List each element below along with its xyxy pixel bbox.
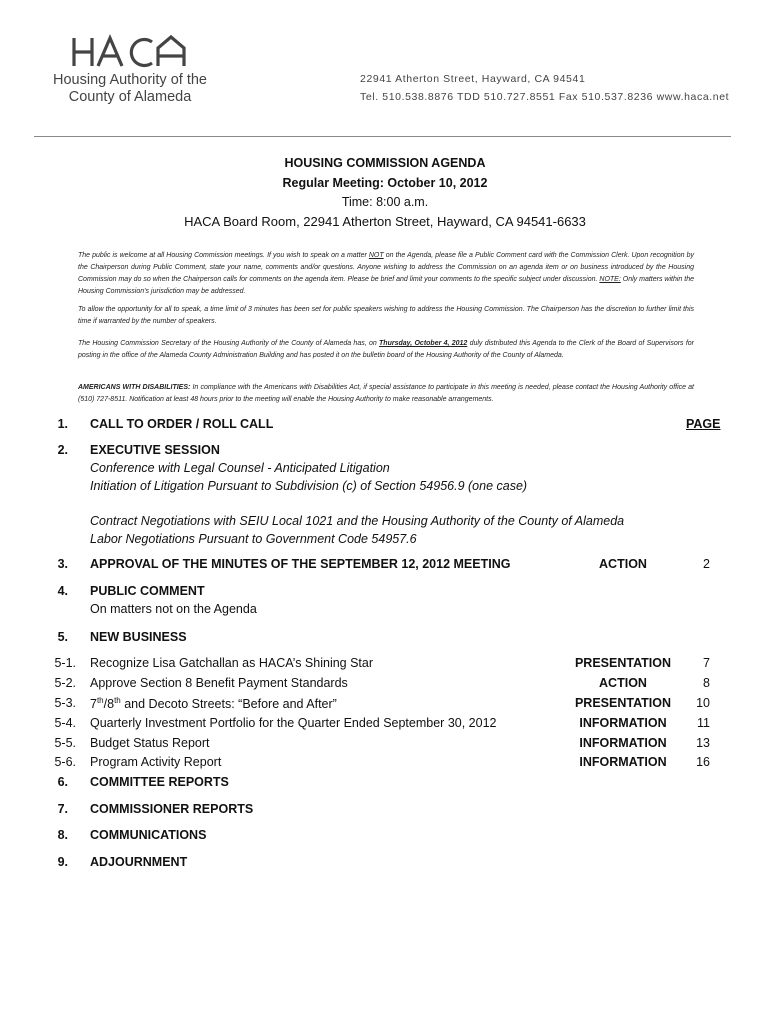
header-divider [34, 136, 731, 137]
item-page-number: 2 [703, 557, 710, 571]
item-action-type: INFORMATION [579, 716, 667, 730]
ada-label: AMERICANS WITH DISABILITIES: [78, 384, 191, 391]
org-contact: Tel. 510.538.8876 TDD 510.727.8551 Fax 510.537.8236 www.haca.net [360, 91, 730, 103]
item-call-to-order: CALL TO ORDER / ROLL CALL [90, 417, 274, 431]
item-number: 5-2. [54, 676, 76, 690]
item-page-number: 7 [703, 656, 710, 670]
notice-text: Only matters within the Housing Commission's jurisdiction may be addressed. [78, 276, 694, 295]
item-communications: COMMUNICATIONS [90, 828, 207, 842]
item-approval-minutes: APPROVAL OF THE MINUTES OF THE SEPTEMBER 12, 2012 MEETING [90, 557, 511, 571]
executive-session-sub: Contract Negotiations with SEIU Local 1021 and the Housing Authority of the County of Alameda [90, 514, 625, 528]
item-number: 6. [57, 775, 68, 789]
ada-paragraph [78, 382, 694, 406]
agenda-title: HOUSING COMMISSION AGENDA [284, 156, 486, 170]
item-decoto-streets [90, 696, 337, 711]
item-number: 5-6. [54, 755, 76, 769]
org-name-line2: County of Alameda [68, 89, 192, 105]
item-page-number: 10 [696, 696, 710, 710]
item-number: 5-4. [54, 716, 76, 730]
item-action-type: PRESENTATION [574, 696, 672, 710]
item-number: 5-1. [54, 656, 76, 670]
item-action-type: INFORMATION [579, 755, 667, 769]
executive-session-sub: Labor Negotiations Pursuant to Government Code 54957.6 [90, 532, 417, 546]
ordinal-suffix: th [96, 696, 104, 705]
item-text-part: and Decoto Streets: “Before and After” [120, 697, 337, 712]
notice-text: duly distributed this Agenda to the Clerk of the Board of Supervisors for posting in the office of the Alameda County Administration Building and has posted it on the bulletin board of the Housing Authority of the County of Alameda. [78, 340, 694, 359]
notice-text: The Housing Commission Secretary of the Housing Authority of the County of Alameda has, on [78, 340, 380, 347]
org-name-line1: Housing Authority of the [53, 72, 207, 88]
item-page-number: 11 [697, 716, 710, 730]
posting-date: Thursday, October 4, 2012 [379, 340, 468, 347]
item-action-type: ACTION [599, 557, 647, 571]
item-budget-status: Budget Status Report [90, 736, 210, 750]
notice-text: on the Agenda, please file a Public Comment card with the Commission Clerk. Upon recognition by the Chairperson during Public Comment, state your name, comments and/or questions. Anyone wishing to address the Commission on an agenda item or on business introduced by the Housing Commission may do so when the Chairperson calls for comments on the agenda item. Please be brief and limit your comments to the specific subject under discussion. [78, 252, 694, 283]
meeting-location: HACA Board Room, 22941 Atherton Street, Hayward, CA 94541-6633 [184, 214, 586, 229]
notice-text: The public is welcome at all Housing Commission meetings. If you wish to speak on a matter [78, 252, 369, 259]
notice-text: In compliance with the Americans with Disabilities Act, if special assistance to participate in this meeting is needed, please contact the Housing Authority office at (510) 727-8511. Notification at least 48 hours prior to the meeting will enable the Housing Authority to make reasonable arrangements. [78, 384, 694, 403]
item-payment-standards: Approve Section 8 Benefit Payment Standards [90, 676, 348, 690]
item-number: 5-3. [54, 696, 76, 710]
item-program-activity: Program Activity Report [90, 755, 222, 769]
item-page-number: 8 [703, 676, 710, 690]
item-number: 1. [57, 417, 68, 431]
item-new-business: NEW BUSINESS [90, 630, 187, 644]
item-number: 3. [57, 557, 68, 571]
item-number: 5-5. [54, 736, 76, 750]
item-investment-portfolio: Quarterly Investment Portfolio for the Quarter Ended September 30, 2012 [90, 716, 497, 730]
executive-session-sub: Conference with Legal Counsel - Anticipated Litigation [90, 461, 390, 475]
haca-logo-mark [70, 32, 190, 72]
executive-session-sub: Initiation of Litigation Pursuant to Subdivision (c) of Section 54956.9 (one case) [90, 479, 528, 493]
item-number: 8. [57, 828, 68, 842]
public-notice-paragraph [78, 250, 694, 298]
item-number: 9. [57, 855, 68, 869]
item-number: 4. [57, 584, 68, 598]
item-commissioner-reports: COMMISSIONER REPORTS [90, 802, 254, 816]
ordinal-suffix: th [114, 696, 121, 705]
item-action-type: ACTION [599, 676, 647, 690]
public-comment-sub: On matters not on the Agenda [90, 602, 257, 616]
item-executive-session: EXECUTIVE SESSION [90, 443, 220, 457]
item-action-type: PRESENTATION [574, 656, 672, 670]
item-number: 5. [57, 630, 68, 644]
item-public-comment: PUBLIC COMMENT [90, 584, 205, 598]
org-address: 22941 Atherton Street, Hayward, CA 94541 [360, 73, 586, 85]
item-number: 7. [57, 802, 68, 816]
item-page-number: 13 [696, 736, 710, 750]
page-column-header: PAGE [686, 417, 721, 431]
item-committee-reports: COMMITTEE REPORTS [90, 775, 229, 789]
meeting-time: Time: 8:00 a.m. [341, 195, 429, 209]
item-adjournment: ADJOURNMENT [90, 855, 188, 869]
posting-paragraph [78, 338, 694, 362]
notice-not: NOT [368, 252, 384, 259]
meeting-date: Regular Meeting: October 10, 2012 [282, 176, 488, 190]
item-text-part: 7 [90, 697, 97, 712]
item-shining-star: Recognize Lisa Gatchallan as HACA’s Shining Star [90, 656, 374, 670]
item-action-type: INFORMATION [579, 736, 667, 750]
time-limit-paragraph: To allow the opportunity for all to speak, a time limit of 3 minutes has been set for public speakers wishing to address the Housing Commission. The Chairperson has the discretion to further limit this time if warranted by the number of speakers. [78, 306, 694, 325]
item-text-part: /8 [103, 697, 115, 712]
notice-note-label: NOTE: [599, 276, 621, 283]
item-page-number: 16 [696, 755, 710, 769]
item-number: 2. [57, 443, 68, 457]
